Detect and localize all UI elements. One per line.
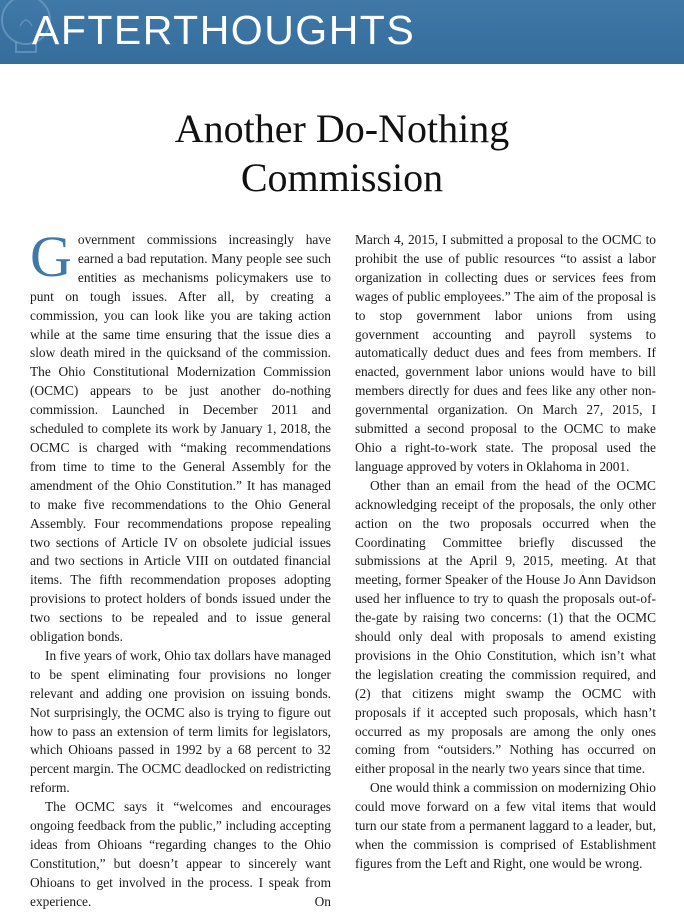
body-paragraph: March 4, 2015, I submitted a proposal to the OCMC to prohibit the use of public resources “to assist a labor organization in collecting dues or services fees from wages of public employees.” The aim of the proposal is to stop government labor unions from using government accounting and payroll systems to automatically deduct dues and fees from members. If enacted, government labor unions would have to bill members directly for dues and fees like any other non-governmental organization. On March 27, 2015, I submitted a second proposal to the OCMC to make Ohio a right-to-work state. The proposal used the language approved by voters in Oklahoma in 2001. xyxy=(355,232,656,474)
article-title xyxy=(0,104,684,202)
section-title: AFTERTHOUGHTS xyxy=(32,7,416,53)
drop-cap: G xyxy=(30,224,72,289)
article-column-left xyxy=(30,224,331,912)
body-paragraph: One would think a commission on modernizing Ohio could move forward on a few vital items that would turn our state from a permanent laggard to a leader, but, when the commission is comprised of Establishment figures from the Left and Right, one would be wrong. xyxy=(355,780,656,871)
article-title-line2: Commission xyxy=(240,155,444,200)
article-title-line1: Another Do-Nothing xyxy=(174,106,510,151)
section-banner xyxy=(0,0,684,64)
body-paragraph: The OCMC says it “welcomes and encourages ongoing feedback from the public,” including accepting ideas from Ohioans “regarding changes to the Ohio Constitution,” but doesn’t appear to sincerely want Ohioans to get involved in the process. I speak from experience. On xyxy=(30,799,331,909)
body-paragraph: In five years of work, Ohio tax dollars have managed to be spent eliminating four provisions no longer relevant and adding one provision on issuing bonds. Not surprisingly, the OCMC also is trying to figure out how to pass an extension of term limits for legislators, which Ohioans passed in 1992 by a 68 percent to 32 percent margin. The OCMC deadlocked on redistricting reform. xyxy=(30,647,331,796)
article-column-right xyxy=(355,231,656,874)
paragraph-text: overnment commissions increasingly have earned a bad reputation. Many people see such entities as mechanisms policymakers use to punt on tough issues. After all, by creating a commission, you can look like you are taking action while at the same time ensuring that the issue dies a slow death mired in the quicksand of the commission. The Ohio Constitutional Modernization Commission (OCMC) appears to be just another do-nothing commission. Launched in December 2011 and scheduled to complete its work by January 1, 2018, the OCMC is charged with “making recommendations from time to time to the General Assembly for the amendment of the Ohio Constitution.” It has managed to make five recommendations to the Ohio General Assembly. Four recommendations propose repealing two sections of Article IV on obsolete judicial issues and two sections in Article VIII on outdated financial items. The fifth recommendation proposes adopting provisions to protect holders of bonds issued under the two sections to be repealed and to issue general obligation bonds. xyxy=(30,232,331,645)
body-paragraph xyxy=(30,224,331,647)
body-paragraph: Other than an email from the head of the OCMC acknowledging receipt of the proposals, the only other action on the two proposals occurred when the Coordinating Committee briefly discussed the submissions at the April 9, 2015, meeting. At that meeting, former Speaker of the House Jo Ann Davidson used her influence to try to quash the proposals out-of-the-gate by raising two concerns: (1) that the OCMC should only deal with proposals to amend existing provisions in the Ohio Constitution, which isn’t what the legislation creating the commission required, and (2) that citizens might swamp the OCMC with proposals if it accepted such proposals, which hasn’t occurred as my proposals are among the only ones coming from “outsiders.” Nothing has occurred on either proposal in the nearly two years since that time. xyxy=(355,477,656,777)
